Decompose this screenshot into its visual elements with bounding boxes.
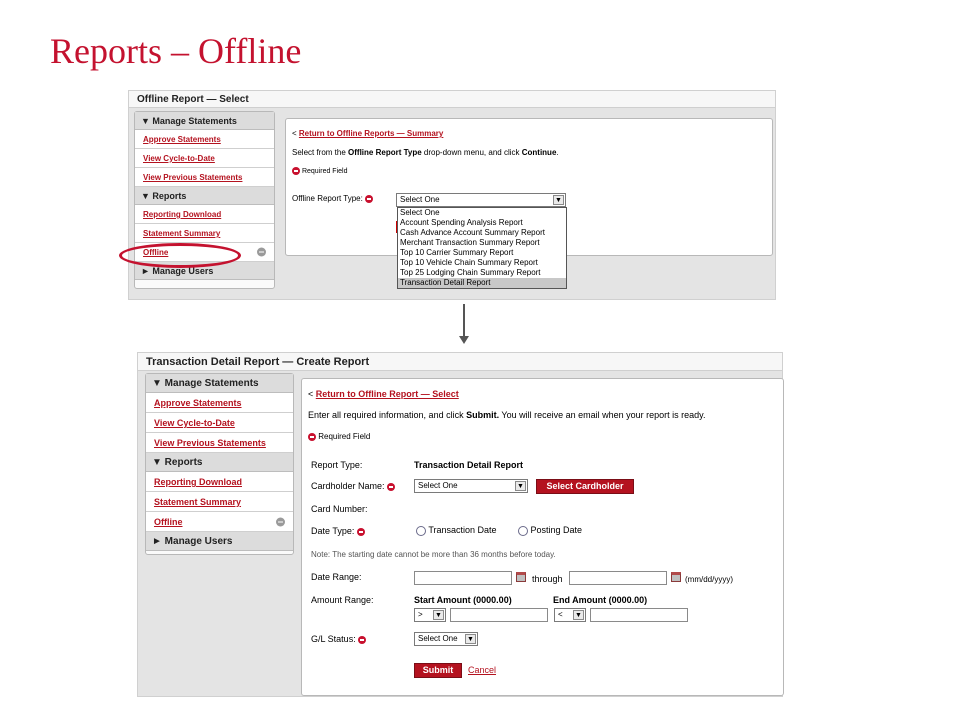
instructions: [308, 410, 706, 420]
required-field-text: Required Field: [301, 167, 348, 175]
down-arrow-icon: [459, 336, 469, 344]
option[interactable]: Select One: [400, 208, 440, 217]
required-icon: [358, 636, 366, 644]
sidebar-item-statement-summary[interactable]: Statement Summary: [135, 224, 274, 243]
option[interactable]: Top 10 Vehicle Chain Summary Report: [400, 258, 538, 267]
instr-text: Enter all required information, and click: [308, 410, 467, 420]
start-amount-operator-select[interactable]: [414, 608, 446, 622]
required-field-note: [308, 432, 370, 441]
instructions: [292, 148, 559, 157]
back-link-row: [308, 389, 459, 399]
circle-arrow-icon: [276, 517, 285, 526]
posting-date-radio-row[interactable]: [518, 525, 582, 536]
option[interactable]: Top 25 Lodging Chain Summary Report: [400, 268, 541, 277]
select-value: Select One: [418, 634, 458, 643]
cardholder-name-label: Cardholder Name:: [311, 481, 385, 491]
select-cardholder-button[interactable]: Select Cardholder: [536, 479, 634, 494]
transaction-date-label: Transaction Date: [428, 525, 497, 535]
transaction-detail-report-screenshot: [137, 352, 783, 697]
option[interactable]: Top 10 Carrier Summary Report: [400, 248, 514, 257]
select-value: Select One: [400, 195, 440, 204]
instr-bold-submit: Submit.: [466, 410, 500, 420]
back-link-row: [292, 129, 443, 138]
sidebar-item-approve-statements[interactable]: Approve Statements: [135, 130, 274, 149]
option[interactable]: Account Spending Analysis Report: [400, 218, 523, 227]
cardholder-name-select[interactable]: [414, 479, 528, 493]
amount-range-label: Amount Range:: [311, 595, 374, 605]
date-type-label: Date Type:: [311, 526, 355, 536]
gl-status-select[interactable]: [414, 632, 478, 646]
chevron-down-icon[interactable]: ▼: [433, 610, 444, 620]
sidebar-item-offline-label: Offline: [154, 517, 183, 527]
instr-text: Select from the: [292, 148, 349, 157]
report-type-dropdown-list[interactable]: [397, 207, 567, 289]
required-icon: [365, 195, 373, 203]
required-icon: [357, 528, 365, 536]
date-note: Note: The starting date cannot be more than 36 months before today.: [311, 550, 556, 559]
posting-date-radio[interactable]: [518, 526, 528, 536]
circle-arrow-icon: [257, 248, 266, 257]
instr-bold-continue: Continue: [521, 148, 557, 157]
option[interactable]: Cash Advance Account Summary Report: [400, 228, 545, 237]
window-title: Transaction Detail Report — Create Report: [138, 353, 782, 371]
chevron-down-icon[interactable]: ▼: [465, 634, 476, 644]
sidebar-item-offline[interactable]: [146, 512, 293, 532]
sidebar-item-reporting-download[interactable]: Reporting Download: [135, 205, 274, 224]
chevron-down-icon[interactable]: ▼: [573, 610, 584, 620]
instr-end: You will receive an email when your report is ready.: [499, 410, 706, 420]
end-amount-label: End Amount (0000.00): [553, 595, 648, 605]
sidebar-item-offline-label: Offline: [143, 248, 169, 257]
down-arrow-line: [463, 304, 465, 337]
back-prefix: <: [292, 129, 297, 138]
sidebar-section-reports[interactable]: ▼ Reports: [135, 187, 274, 205]
slide-title: Reports – Offline: [50, 31, 302, 71]
sidebar: [145, 373, 294, 555]
start-amount-input[interactable]: [450, 608, 548, 622]
cancel-link[interactable]: Cancel: [468, 665, 497, 675]
date-range-label: Date Range:: [311, 572, 362, 582]
posting-date-label: Posting Date: [530, 525, 583, 535]
end-amount-input[interactable]: [590, 608, 688, 622]
offline-report-type-label: Offline Report Type:: [292, 194, 363, 203]
sidebar-item-view-cycle-to-date[interactable]: View Cycle-to-Date: [146, 413, 293, 433]
sidebar-section-manage-users[interactable]: ► Manage Users: [135, 262, 274, 280]
select-value: >: [418, 610, 423, 619]
calendar-icon[interactable]: [671, 572, 681, 582]
option[interactable]: Merchant Transaction Summary Report: [400, 238, 540, 247]
through-label: through: [532, 574, 563, 584]
report-type-value: Transaction Detail Report: [414, 460, 524, 470]
required-icon: [308, 433, 316, 441]
cardholder-label-row: [311, 481, 395, 491]
sidebar-section-manage-users[interactable]: ► Manage Users: [146, 532, 293, 551]
instr-bold: Offline Report Type: [348, 148, 422, 157]
required-field-note: [292, 167, 347, 175]
highlight-oval: [119, 243, 241, 268]
end-amount-operator-select[interactable]: [554, 608, 586, 622]
instr-text-mid: drop-down menu, and click: [421, 148, 522, 157]
required-icon: [387, 483, 395, 491]
offline-report-type-select[interactable]: [396, 193, 566, 207]
select-value: Select One: [418, 481, 458, 490]
sidebar-item-approve-statements[interactable]: Approve Statements: [146, 393, 293, 413]
sidebar-item-view-cycle-to-date[interactable]: View Cycle-to-Date: [135, 149, 274, 168]
select-value: <: [558, 610, 563, 619]
sidebar-section-reports[interactable]: ▼ Reports: [146, 453, 293, 472]
instr-end: .: [556, 148, 559, 157]
chevron-down-icon[interactable]: ▼: [553, 195, 564, 205]
required-field-text: Required Field: [318, 432, 371, 441]
required-icon: [292, 167, 300, 175]
return-to-offline-reports-summary-link[interactable]: Return to Offline Reports — Summary: [298, 129, 444, 138]
back-prefix: <: [308, 389, 314, 399]
sidebar-item-view-previous-statements[interactable]: View Previous Statements: [135, 168, 274, 187]
window-title: Offline Report — Select: [129, 91, 775, 108]
return-to-offline-report-select-link[interactable]: Return to Offline Report — Select: [315, 389, 459, 399]
end-date-input[interactable]: [569, 571, 667, 585]
date-format-hint: (mm/dd/yyyy): [685, 575, 733, 584]
content-panel: [301, 378, 784, 696]
start-amount-label: Start Amount (0000.00): [414, 595, 512, 605]
sidebar-section-manage-statements[interactable]: ▼ Manage Statements: [135, 112, 274, 130]
gl-status-label-row: [311, 634, 366, 644]
gl-status-label: G/L Status:: [311, 634, 356, 644]
start-date-input[interactable]: [414, 571, 512, 585]
report-type-label: Report Type:: [311, 460, 363, 470]
transaction-date-radio[interactable]: [416, 526, 426, 536]
transaction-date-radio-row[interactable]: [416, 525, 497, 536]
calendar-icon[interactable]: [516, 572, 526, 582]
sidebar-item-reporting-download[interactable]: Reporting Download: [146, 472, 293, 492]
report-type-label-row: [292, 194, 373, 203]
date-type-label-row: [311, 526, 365, 536]
chevron-down-icon[interactable]: ▼: [515, 481, 526, 491]
sidebar-section-manage-statements[interactable]: ▼ Manage Statements: [146, 374, 293, 393]
card-number-label: Card Number:: [311, 504, 368, 514]
offline-report-select-screenshot: [128, 90, 776, 300]
sidebar-item-view-previous-statements[interactable]: View Previous Statements: [146, 433, 293, 453]
submit-button[interactable]: Submit: [414, 663, 462, 678]
option-selected[interactable]: Transaction Detail Report: [398, 278, 566, 288]
sidebar-item-statement-summary[interactable]: Statement Summary: [146, 492, 293, 512]
